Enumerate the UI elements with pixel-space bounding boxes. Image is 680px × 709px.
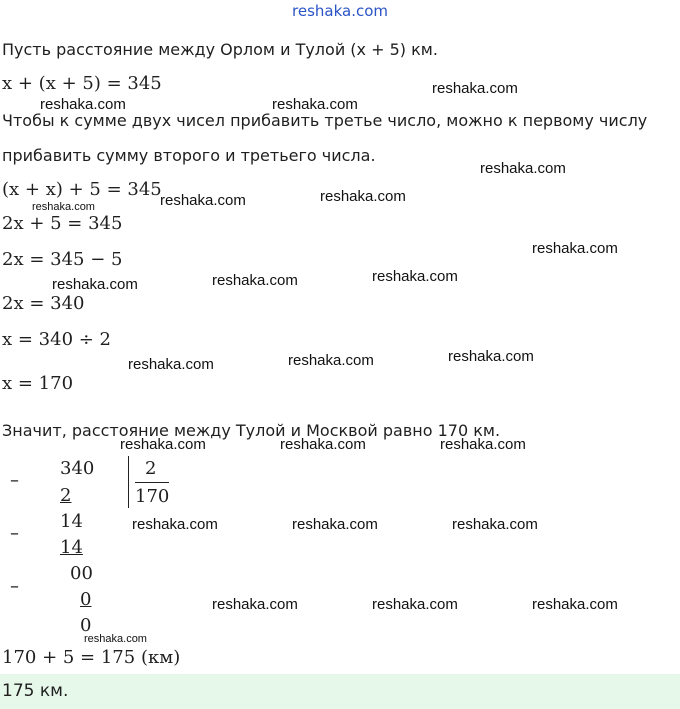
watermark: reshaka.com xyxy=(212,596,298,613)
division-horizontal-bar xyxy=(135,482,169,483)
line-rule-2: прибавить сумму второго и третьего числа. xyxy=(2,146,376,165)
division-minus-2: – xyxy=(10,523,19,544)
answer-box xyxy=(0,674,680,709)
division-minus-1: – xyxy=(10,470,19,491)
equation-3: 2x + 5 = 345 xyxy=(2,213,123,234)
division-quotient: 170 xyxy=(135,486,170,507)
watermark: reshaka.com xyxy=(532,596,618,613)
watermark: reshaka.com xyxy=(128,356,214,373)
watermark: reshaka.com xyxy=(272,96,358,113)
watermark: reshaka.com xyxy=(432,80,518,97)
watermark: reshaka.com xyxy=(84,633,147,645)
division-subtrahend-2: 14 xyxy=(60,537,83,558)
equation-5: 2x = 340 xyxy=(2,293,85,314)
line-rule-1: Чтобы к сумме двух чисел прибавить третье число, можно к первому числу xyxy=(2,111,648,130)
watermark: reshaka.com xyxy=(120,436,206,453)
line-distance-def: Пусть расстояние между Орлом и Тулой (x + 5) км. xyxy=(2,40,438,59)
division-subtrahend-1: 2 xyxy=(60,485,72,506)
watermark: reshaka.com xyxy=(280,436,366,453)
division-vertical-bar xyxy=(128,456,129,508)
site-header[interactable]: reshaka.com xyxy=(292,2,388,20)
equation-1: x + (x + 5) = 345 xyxy=(2,73,162,94)
watermark: reshaka.com xyxy=(320,188,406,205)
equation-7: x = 170 xyxy=(2,373,74,394)
division-divisor: 2 xyxy=(145,458,157,479)
equation-4: 2x = 345 − 5 xyxy=(2,249,123,270)
watermark: reshaka.com xyxy=(40,96,126,113)
line-conclusion: Значит, расстояние между Тулой и Москвой равно 170 км. xyxy=(2,421,501,440)
answer-text: 175 км. xyxy=(2,681,69,701)
watermark: reshaka.com xyxy=(132,516,218,533)
watermark: reshaka.com xyxy=(292,516,378,533)
watermark: reshaka.com xyxy=(372,268,458,285)
watermark: reshaka.com xyxy=(440,436,526,453)
watermark: reshaka.com xyxy=(372,596,458,613)
watermark: reshaka.com xyxy=(52,276,138,293)
watermark: reshaka.com xyxy=(160,192,246,209)
watermark: reshaka.com xyxy=(452,516,538,533)
division-dividend: 340 xyxy=(60,458,95,479)
division-remainder-1: 14 xyxy=(60,511,83,532)
watermark: reshaka.com xyxy=(448,348,534,365)
division-final-remainder: 0 xyxy=(80,615,92,636)
equation-final: 170 + 5 = 175 (км) xyxy=(2,647,181,668)
watermark: reshaka.com xyxy=(532,240,618,257)
division-subtrahend-3: 0 xyxy=(80,589,92,610)
division-minus-3: – xyxy=(10,576,19,597)
equation-6: x = 340 ÷ 2 xyxy=(2,329,112,350)
watermark: reshaka.com xyxy=(480,160,566,177)
equation-2: (x + x) + 5 = 345 xyxy=(2,179,162,200)
division-remainder-2: 00 xyxy=(70,563,93,584)
watermark: reshaka.com xyxy=(32,201,95,213)
watermark: reshaka.com xyxy=(288,352,374,369)
watermark: reshaka.com xyxy=(212,272,298,289)
